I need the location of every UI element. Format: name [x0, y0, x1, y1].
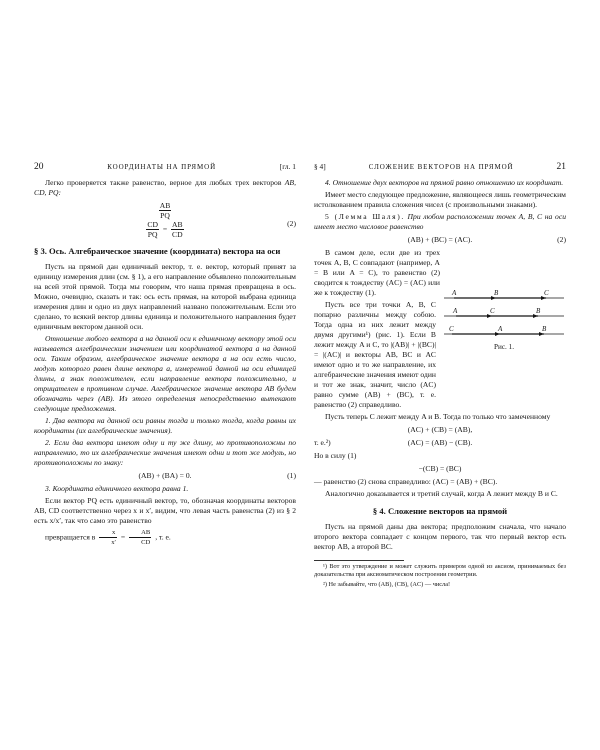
figure-1-diagram: [442, 286, 566, 340]
left-paragraph-4: 1. Два вектора на данной оси равны тогда и только тогда, когда равны их координаты (их алгебраические значения).: [34, 416, 296, 435]
left-page-number: 20: [34, 162, 44, 172]
left-paragraph-5: 2. Если два вектора имеют одну и ту же длину, но противоположны по направлению, то их алгебраические значения имеют одни и тот же модуль, но противоположны по знаку:: [34, 438, 296, 467]
right-equation-2: (AB) + (BC) = (AC). (2): [407, 235, 566, 244]
right-page: [314, 162, 566, 588]
right-running-title: СЛОЖЕНИЕ ВЕКТОРОВ НА ПРЯМОЙ: [368, 163, 514, 171]
right-page-number: 21: [556, 162, 566, 172]
right-paragraph-8: — равенство (2) снова справедливо: (AC) = (AB) + (BC).: [314, 477, 498, 486]
left-paragraph-7: Если вектор PQ есть единичный вектор, то, обозначая координаты векторов AB, CD соответственно через x и x′, видим, что левая часть равенства (2) из § 2 есть x/x′, так что само это равенство: [34, 496, 296, 525]
right-paragraph-7: Но в силу (1): [314, 451, 357, 460]
left-paragraph-1: Легко проверяется также равенство, верное для любых трех векторов AB, CD, PQ:: [34, 178, 296, 197]
section-4-heading: § 4. Сложение векторов на прямой: [372, 506, 508, 516]
left-equation-1-number: (1): [287, 471, 296, 480]
right-paragraph-10: Пусть на прямой даны два вектора; предположим сначала, что начало второго вектора совпадает с концом первого, так что первый вектор есть вектор AB, а второй BC.: [314, 522, 566, 551]
right-equation-5: −(CB) = (BC): [418, 464, 462, 473]
right-section-label: § 4]: [314, 162, 326, 171]
right-equation-3: (AC) + (CB) = (AB),: [407, 425, 473, 434]
footnote-1: ¹) Вот это утверждение и может служить примером одной из аксиом, принимаемых без доказательства при аксиоматическом построении геометрии.: [314, 563, 566, 578]
right-figure-flow: [314, 289, 566, 410]
fig-line3-label-3: B: [542, 325, 547, 333]
left-paragraph-3: Отношение любого вектора a на данной оси к единичному вектору этой оси называется алгебраическим значением или координатой вектора a на данной оси. Таким образом, алгебраическое значение вектора a на оси есть число, модуль которого равен длине вектора a, измеренной данной на оси единицей длины, а знак положителен, если направление вектора положительно, и отрицателен в противном случае. Алгебраическое значение вектора AB будем обозначать через (AB). Из этого определения непосредственно вытекают следующие предложения.: [34, 334, 296, 413]
left-paragraph-2: Пусть на прямой дан единичный вектор, т. е. вектор, который принят за единицу измерения длин (см. § 1), а его направление объявлено положительным на всей этой прямой. Тогда мы говорим, что наша прямая превращена в ось. Можно, очевидно, сказать и так: ось есть прямая, на которой выбрана единица измерения длин и одно из двух направлений названо положительным. Если это сделано, то всякий вектор длины единица и положительного направления будет единичным вектором данной оси.: [34, 262, 296, 331]
footnotes: [314, 563, 566, 589]
left-vectors-list: AB, CD, PQ:: [34, 178, 296, 197]
right-equation-4: т. е.²) (AC) = (AB) − (CB).: [314, 438, 473, 447]
right-paragraph-1: 4. Отношение двух векторов на прямой равно отношению их координат.: [325, 178, 564, 187]
fig-line3-label-2: A: [498, 325, 503, 333]
fig-line1-label-3: C: [544, 289, 549, 297]
fig-line2-label-2: C: [490, 307, 495, 315]
footnote-2: ²) Не забывайте, что (AB), (CB), (AC) — числа!: [323, 581, 451, 588]
right-paragraph-5: Пусть все три точки A, B, C попарно различны между собою. Тогда одна из них лежит между двумя другими¹) (рис. 1). Если B лежит между A и C, то |(AB)| + |(BC)| = |(AC)| и векторы AB, BC и AC имеют одно и то же направление, их алгебраические значения имеют один и тот же знак, значит, число (AC) равно сумме (AB) + (BC), т. е. равенство (2) справедливо.: [314, 300, 436, 409]
left-paragraph-6: 3. Координата единичного вектора равна 1.: [45, 484, 189, 493]
right-paragraph-2: Имеет место следующее предложение, являющееся лишь геометрическим истолкованием правила сложения чисел (с произвольными знаками).: [314, 190, 566, 209]
right-paragraph-3: 5 (Лемма Шаля). При любом расположении точек A, B, C на оси имеет место числовое равенство: [314, 212, 566, 231]
left-page-header: [34, 162, 296, 178]
left-paragraph-8: превращается в $\frac{x}{x'}$ = $\frac{AB}{CD}$ , т. е.: [45, 529, 171, 546]
left-equation-2-number: (2): [287, 219, 296, 228]
left-page: [34, 162, 296, 582]
left-equation-2: $\frac{AB}{PQ}$ $\frac{CD}{PQ}$ = $\frac{AB}{CD}$ (2): [147, 201, 296, 239]
left-equation-1: (AB) + (BA) = 0. (1): [138, 471, 296, 480]
right-paragraph-4: В самом деле, если две из трех точек A, B, C совпадают (например, A = B или A = C), то равенство (2) сводится к тождеству (AC) = (AC) или же к тождеству (1).: [314, 248, 440, 297]
figure-1-caption: Рис. 1.: [493, 343, 515, 351]
left-running-title: КООРДИНАТЫ НА ПРЯМОЙ: [107, 163, 217, 171]
right-page-header: [314, 162, 566, 178]
fig-line2-label-3: B: [536, 307, 541, 315]
fig-line1-label-1: A: [452, 289, 457, 297]
fig-line3-label-1: C: [449, 325, 454, 333]
right-paragraph-6: Пусть теперь C лежит между A и B. Тогда по только что замеченному: [325, 412, 551, 421]
fig-line1-label-2: B: [494, 289, 499, 297]
right-equation-2-number: (2): [557, 235, 566, 244]
fig-line2-label-1: A: [453, 307, 458, 315]
section-3-heading: § 3. Ось. Алгебраическое значение (координата) вектора на оси: [34, 246, 281, 256]
figure-1: [442, 286, 566, 352]
left-chapter-label: [гл. 1: [279, 162, 296, 171]
right-paragraph-9: Аналогично доказывается и третий случай, когда A лежит между B и C.: [325, 489, 558, 498]
